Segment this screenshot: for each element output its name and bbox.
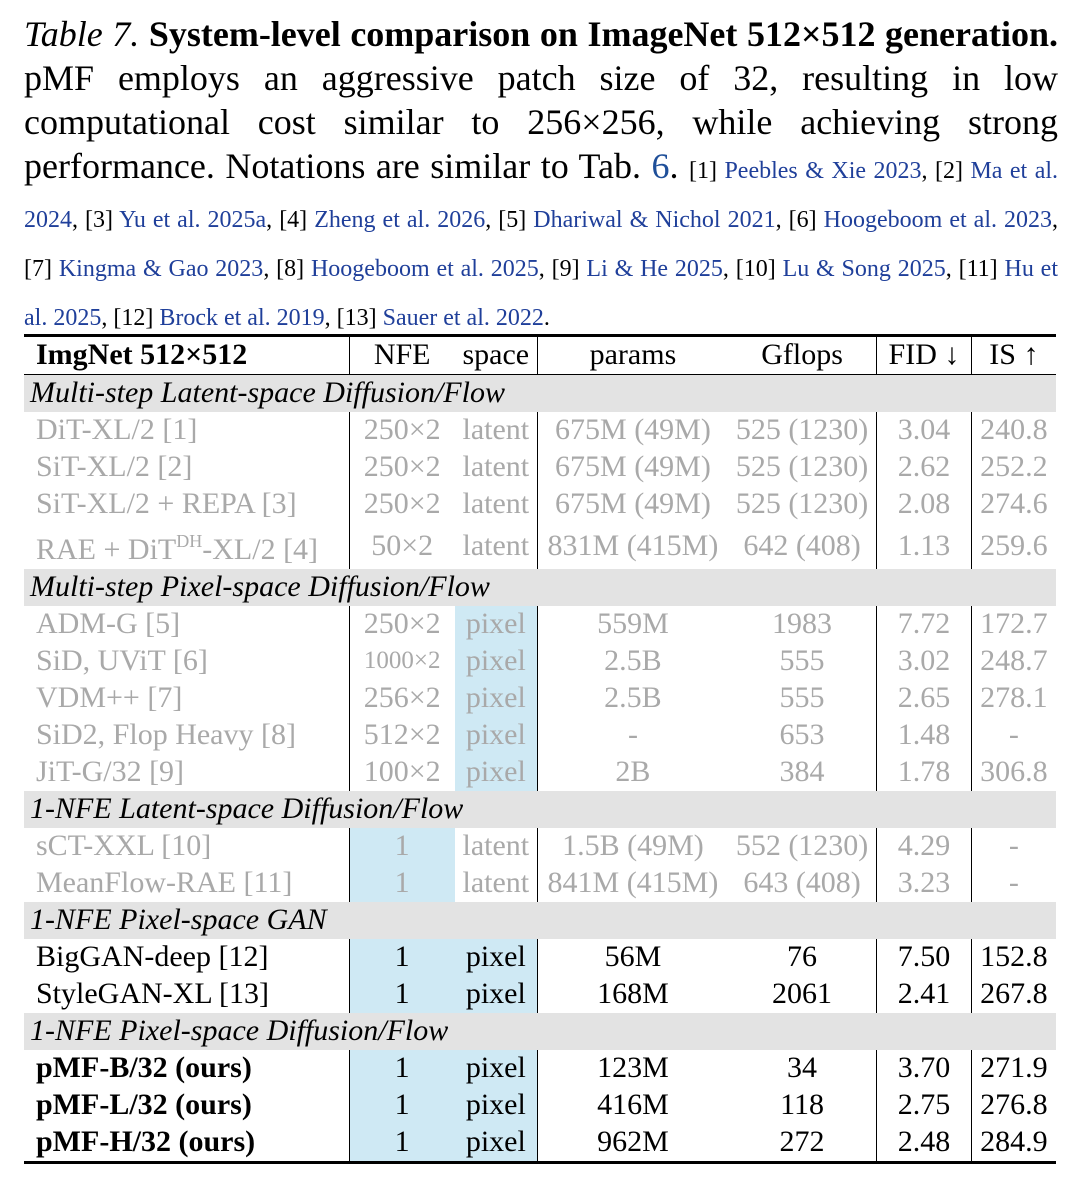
cell-fid: 3.70 <box>877 1050 972 1087</box>
section-row <box>24 1013 1056 1050</box>
cell-space: pixel <box>455 939 538 976</box>
cell-fid: 1.13 <box>877 523 972 569</box>
cell-fid: 4.29 <box>877 828 972 865</box>
cell-nfe: 1 <box>349 1087 454 1124</box>
ref-link[interactable]: Kingma & Gao 2023 <box>58 256 264 282</box>
comparison-table <box>24 334 1056 1164</box>
ref-number: , [9] <box>538 256 587 282</box>
cell-space: pixel <box>455 717 538 754</box>
cell-is: - <box>971 717 1056 754</box>
table-row <box>24 412 1056 449</box>
ref-number: , [3] <box>72 207 120 233</box>
cell-model: ADM-G [5] <box>36 607 181 640</box>
cell-space: pixel <box>455 606 538 643</box>
ref-number: , [6] <box>775 207 824 233</box>
ref-link[interactable]: Peebles & Xie 2023 <box>724 158 922 184</box>
header-is: IS ↑ <box>971 336 1056 375</box>
cell-nfe: 1 <box>349 828 454 865</box>
cell-gflops: 272 <box>779 1125 825 1158</box>
table-row <box>24 680 1056 717</box>
section-row <box>24 375 1056 413</box>
cell-params: 841M (415M) <box>537 865 727 902</box>
cell-params: 675M (49M) <box>537 412 727 449</box>
section-title: Multi-step Latent-space Diffusion/Flow <box>24 375 1056 413</box>
ref-number: , [13] <box>324 305 383 331</box>
cell-gflops: 555 <box>779 644 825 677</box>
ref-link[interactable]: Li & He 2025 <box>586 256 723 282</box>
header-space: space <box>455 336 538 375</box>
cell-fid: 2.48 <box>877 1124 972 1163</box>
cell-fid: 1.78 <box>877 754 972 791</box>
cell-params: 2B <box>537 754 727 791</box>
cell-space: pixel <box>455 1050 538 1087</box>
cell-is: 248.7 <box>971 643 1056 680</box>
cell-gflops: 525 (1230) <box>735 413 869 446</box>
cell-space: pixel <box>455 1087 538 1124</box>
table-row <box>24 523 1056 569</box>
ref-link[interactable]: Dhariwal & Nichol 2021 <box>533 207 776 233</box>
cell-gflops: 118 <box>780 1088 824 1121</box>
cell-is: 240.8 <box>971 412 1056 449</box>
cell-nfe: 250×2 <box>349 486 454 523</box>
cell-space: pixel <box>455 643 538 680</box>
section-row <box>24 569 1056 606</box>
cell-fid: 2.65 <box>877 680 972 717</box>
ref-number: , [11] <box>945 256 1005 282</box>
cell-model: SiD2, Flop Heavy [8] <box>36 718 296 751</box>
cell-model: BigGAN-deep [12] <box>36 940 269 973</box>
cell-gflops: 384 <box>779 755 825 788</box>
cell-params: 56M <box>537 939 727 976</box>
cell-nfe: 250×2 <box>349 449 454 486</box>
caption-title: System-level comparison on ImageNet 512×512 generation. <box>148 14 1058 54</box>
cell-fid: 3.04 <box>877 412 972 449</box>
section-title: 1-NFE Pixel-space GAN <box>24 902 1056 939</box>
table-row <box>24 606 1056 643</box>
cell-is: 252.2 <box>971 449 1056 486</box>
ref-number: , [4] <box>266 207 315 233</box>
cell-gflops: 525 (1230) <box>735 450 869 483</box>
table-row <box>24 1124 1056 1163</box>
cell-is: 259.6 <box>971 523 1056 569</box>
cell-gflops: 552 (1230) <box>735 829 869 862</box>
cell-fid: 3.23 <box>877 865 972 902</box>
header-gflops: Gflops <box>728 336 877 375</box>
cell-fid: 1.48 <box>877 717 972 754</box>
header-model: ImgNet 512×512 <box>24 336 349 375</box>
cell-is: 276.8 <box>971 1087 1056 1124</box>
cell-is: 284.9 <box>971 1124 1056 1163</box>
cell-is: 274.6 <box>971 486 1056 523</box>
cell-params: 1.5B (49M) <box>537 828 727 865</box>
table-row <box>24 754 1056 791</box>
table-body <box>24 375 1056 1163</box>
superscript: DH <box>176 531 203 551</box>
cell-fid: 2.75 <box>877 1087 972 1124</box>
cell-params: 123M <box>537 1050 727 1087</box>
cell-nfe: 1 <box>349 865 454 902</box>
table-row <box>24 865 1056 902</box>
ref-link[interactable]: Hoogeboom et al. 2025 <box>310 256 539 282</box>
cell-model: sCT-XXL [10] <box>36 829 212 862</box>
cell-params: 2.5B <box>537 643 727 680</box>
ref-link[interactable]: Zheng et al. 2026 <box>314 207 486 233</box>
cell-is: 267.8 <box>971 976 1056 1013</box>
cell-gflops: 555 <box>779 681 825 714</box>
cell-model: JiT-G/32 [9] <box>36 755 185 788</box>
cell-params: 559M <box>537 606 727 643</box>
cell-nfe: 1 <box>349 976 454 1013</box>
ref-link[interactable]: Brock et al. 2019 <box>159 305 325 331</box>
ref-link[interactable]: Lu & Song 2025 <box>782 256 946 282</box>
header-params: params <box>537 336 727 375</box>
header-fid: FID ↓ <box>877 336 972 375</box>
table-header-row <box>24 336 1056 375</box>
table-row <box>24 486 1056 523</box>
ref-number: [1] <box>688 158 725 184</box>
cell-params: 962M <box>537 1124 727 1163</box>
ref-link[interactable]: Yu et al. 2025a <box>119 207 267 233</box>
caption-tab-ref[interactable]: 6 <box>651 146 670 186</box>
cell-is: - <box>971 828 1056 865</box>
cell-gflops: 653 <box>779 718 825 751</box>
cell-gflops: 1983 <box>772 607 833 640</box>
cell-gflops: 643 (408) <box>743 866 861 899</box>
ref-number: , [7] <box>24 207 1059 282</box>
cell-params: - <box>537 717 727 754</box>
cell-nfe: 1000×2 <box>349 643 454 680</box>
table-row <box>24 449 1056 486</box>
cell-nfe: 100×2 <box>349 754 454 791</box>
cell-model: SiT-XL/2 + REPA [3] <box>36 487 297 520</box>
cell-model: SiT-XL/2 [2] <box>36 450 193 483</box>
cell-is: 172.7 <box>971 606 1056 643</box>
cell-model: pMF-L/32 (ours) <box>36 1088 252 1121</box>
cell-model: VDM++ [7] <box>36 681 183 714</box>
cell-nfe: 512×2 <box>349 717 454 754</box>
ref-number: , [5] <box>485 207 534 233</box>
table-row <box>24 828 1056 865</box>
cell-gflops: 34 <box>787 1051 818 1084</box>
cell-fid: 2.41 <box>877 976 972 1013</box>
cell-is: 278.1 <box>971 680 1056 717</box>
section-title: Multi-step Pixel-space Diffusion/Flow <box>24 569 1056 606</box>
table-row <box>24 1050 1056 1087</box>
cell-fid: 2.08 <box>877 486 972 523</box>
cell-nfe: 50×2 <box>349 523 454 569</box>
cell-params: 416M <box>537 1087 727 1124</box>
cell-space: pixel <box>455 976 538 1013</box>
table-row <box>24 976 1056 1013</box>
ref-link[interactable]: Ma et al. 2024 <box>24 158 1059 233</box>
section-title: 1-NFE Latent-space Diffusion/Flow <box>24 791 1056 828</box>
header-nfe: NFE <box>349 336 454 375</box>
cell-nfe: 1 <box>349 1124 454 1163</box>
cell-fid: 3.02 <box>877 643 972 680</box>
cell-space: latent <box>462 487 530 520</box>
cell-fid: 7.50 <box>877 939 972 976</box>
cell-fid: 2.62 <box>877 449 972 486</box>
section-row <box>24 791 1056 828</box>
cell-model: pMF-H/32 (ours) <box>36 1125 256 1158</box>
cell-nfe: 250×2 <box>349 412 454 449</box>
cell-space: pixel <box>455 754 538 791</box>
cell-space: latent <box>462 866 530 899</box>
cell-is: 271.9 <box>971 1050 1056 1087</box>
table-row <box>24 643 1056 680</box>
cell-model: SiD, UViT [6] <box>36 644 208 677</box>
table-row <box>24 717 1056 754</box>
cell-params: 2.5B <box>537 680 727 717</box>
ref-number: , [12] <box>101 305 160 331</box>
ref-link[interactable]: Hoogeboom et al. 2023 <box>823 207 1053 233</box>
cell-model: DiT-XL/2 [1] <box>36 413 198 446</box>
cell-fid: 7.72 <box>877 606 972 643</box>
cell-params: 675M (49M) <box>537 486 727 523</box>
table-row <box>24 1087 1056 1124</box>
cell-gflops: 525 (1230) <box>735 487 869 520</box>
cell-space: pixel <box>455 1124 538 1163</box>
cell-params: 675M (49M) <box>537 449 727 486</box>
table-caption: Table 7. System-level comparison on ImageNet 512×512 generation. pMF employs an aggressive patch size of 32, resulting in low computational cost similar to 256×256, while achieving strong performance. Notations are similar to Tab. 6. [1] Peebles & Xie 2023, [2] Ma et al. 2024, [3] Yu et al. 2025a, [4] Zheng et al. 2026, [5] Dhariwal & Nichol 2021, [6] Hoogeboom et al. 2023, [7] Kingma & Gao 2023, [8] Hoogeboom et al. 2025, [9] Li & He 2025, [10] Lu & Song 2025, [11] Hu et al. 2025, [12] Brock et al. 2019, [13] Sauer et al. 2022. <box>24 14 1059 331</box>
ref-link[interactable]: Hu et al. 2025 <box>24 256 1059 331</box>
cell-nfe: 1 <box>349 939 454 976</box>
ref-number: , [8] <box>263 256 311 282</box>
cell-gflops: 76 <box>787 940 818 973</box>
reference-list: [1] Peebles & Xie 2023, [2] Ma et al. 2024, [3] Yu et al. 2025a, [4] Zheng et al. 2026, [5] Dhariwal & Nichol 2021, [6] Hoogeboom et al. 2023, [7] Kingma & Gao 2023, [8] Hoogeboom et al. 2025, [9] Li & He 2025, [10] Lu & Song 2025, [11] Hu et al. 2025, [12] Brock et al. 2019, [13] Sauer et al. 2022. <box>24 158 1059 331</box>
caption-text: pMF employs an aggressive patch size of 32, resulting in low computational cost similar to 256×256, while achieving strong performance. Notations are similar to Tab. <box>24 58 1058 186</box>
cell-model: StyleGAN-XL [13] <box>36 977 270 1010</box>
cell-params: 831M (415M) <box>537 523 727 569</box>
cell-is: 306.8 <box>971 754 1056 791</box>
cell-nfe: 250×2 <box>349 606 454 643</box>
cell-space: latent <box>462 829 530 862</box>
cell-space: latent <box>462 450 530 483</box>
cell-nfe: 1 <box>349 1050 454 1087</box>
cell-space: pixel <box>455 680 538 717</box>
section-row <box>24 902 1056 939</box>
ref-link[interactable]: Sauer et al. 2022 <box>382 305 544 331</box>
cell-space: latent <box>462 413 530 446</box>
cell-model: RAE + DiT$^{DH}$-XL/2 [4] <box>36 531 319 566</box>
cell-nfe: 256×2 <box>349 680 454 717</box>
caption-label: Table 7. <box>24 14 140 54</box>
table-row <box>24 939 1056 976</box>
ref-number: , [2] <box>921 158 971 184</box>
cell-params: 168M <box>537 976 727 1013</box>
ref-number: , [10] <box>722 256 783 282</box>
section-title: 1-NFE Pixel-space Diffusion/Flow <box>24 1013 1056 1050</box>
cell-model: MeanFlow-RAE [11] <box>36 866 293 899</box>
cell-gflops: 642 (408) <box>743 528 861 562</box>
cell-space: latent <box>462 528 530 562</box>
cell-gflops: 2061 <box>772 977 833 1010</box>
cell-is: - <box>971 865 1056 902</box>
cell-model: pMF-B/32 (ours) <box>36 1051 252 1084</box>
cell-is: 152.8 <box>971 939 1056 976</box>
